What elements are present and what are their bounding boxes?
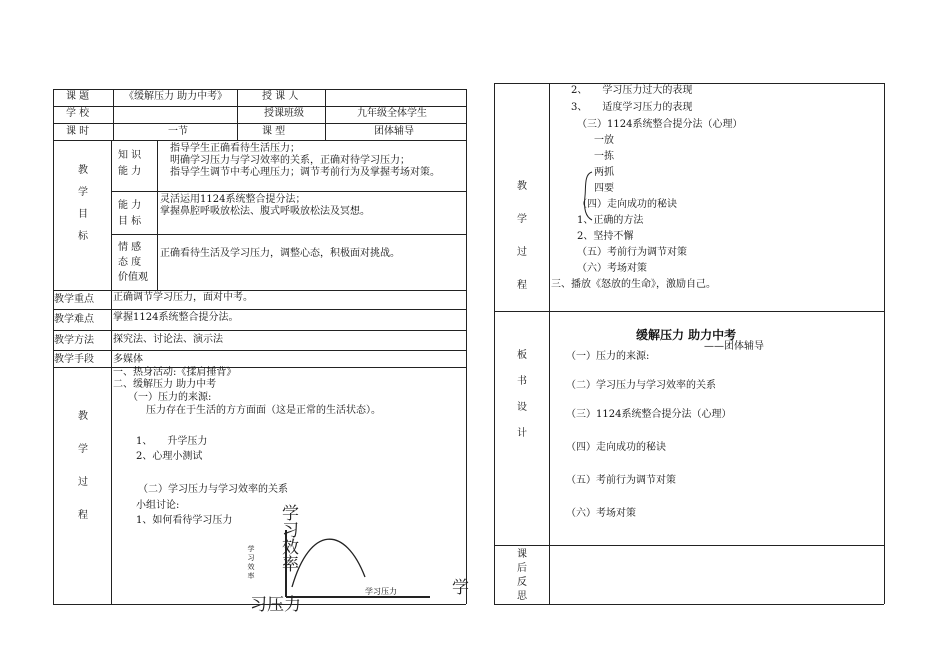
board-subtitle: ——团体辅导: [704, 341, 764, 352]
ability-text: 灵活运用1124系统整合提分法； 掌握鼻腔呼吸放松法、腹式呼吸放松法及冥想。: [160, 194, 370, 217]
process-line: （四）走向成功的秘诀: [577, 199, 677, 210]
process-line: 四要: [594, 183, 614, 194]
process-line: （二）学习压力与学习效率的关系: [138, 484, 288, 495]
process-line: 2、 学习压力过大的表现: [571, 85, 693, 96]
board-item: （一）压力的来源:: [566, 351, 650, 362]
board-label: 板 书 设 计: [517, 350, 527, 439]
school-label: 学 校: [66, 108, 90, 119]
goals-label: 教 学 目 标: [78, 165, 88, 242]
process-line: （一）压力的来源:: [128, 392, 212, 403]
knowledge-label: 知 识 能 力: [118, 150, 142, 177]
course-title: 《缓解压力 助力中考》: [124, 91, 228, 102]
process-line: （五）考前行为调节对策: [577, 247, 687, 258]
board-item: （二）学习压力与学习效率的关系: [566, 380, 716, 391]
class-label: 授课班级: [264, 108, 304, 119]
course-label: 课 题: [66, 91, 90, 102]
brace-mark: [580, 170, 600, 222]
time-value: 一节: [168, 126, 188, 137]
reflection-label: 课 后 反 思: [517, 549, 527, 602]
method-text: 探究法、讨论法、演示法: [113, 334, 223, 345]
type-label: 课 型: [262, 126, 286, 137]
method-label: 教学方法: [54, 335, 94, 346]
knowledge-text: 指导学生正确看待生活压力； 明确学习压力与学习效率的关系，正确对待学习压力； 指导学生调节中考心理压力；调节考前行为及掌握考场对策。: [170, 143, 440, 178]
board-item: （五）考前行为调节对策: [566, 475, 676, 486]
means-label: 教学手段: [54, 354, 94, 365]
y-axis-small-label: 学 习 效 率: [247, 545, 255, 580]
type-value: 团体辅导: [374, 126, 414, 137]
x-axis-big-label: 习压力: [250, 595, 301, 615]
process-line: （三）1124系统整合提分法（心理）: [577, 119, 743, 130]
process-line: 1、正确的方法: [577, 215, 644, 226]
process-label-right: 教 学 过 程: [517, 181, 527, 291]
process-line: 2、坚持不懈: [577, 231, 634, 242]
difficulty-text: 掌握1124系统整合提分法。: [113, 312, 239, 323]
ability-label: 能 力 目 标: [118, 200, 142, 227]
means-text: 多媒体: [113, 354, 143, 365]
time-label: 课 时: [66, 126, 90, 137]
difficulty-label: 教学难点: [54, 314, 94, 325]
key-text: 正确调节学习压力，面对中考。: [113, 292, 253, 303]
x-axis-small-label: 学习压力: [365, 587, 397, 596]
stray-character: 学: [452, 578, 469, 598]
process-line: 小组讨论:: [136, 500, 180, 511]
board-item: （四）走向成功的秘诀: [566, 442, 666, 453]
board-title: 缓解压力 助力中考: [636, 328, 737, 342]
process-label-left: 教 学 过 程: [78, 411, 88, 521]
process-line: 两抓: [594, 167, 614, 178]
process-line: 3、 适度学习压力的表现: [571, 102, 693, 113]
process-line: 一放: [594, 135, 614, 146]
board-item: （三）1124系统整合提分法（心理）: [566, 409, 732, 420]
teacher-label: 授 课 人: [262, 91, 299, 102]
process-line: 二、缓解压力 助力中考: [113, 379, 217, 390]
process-line: （六）考场对策: [577, 263, 647, 274]
process-line: 2、心理小测试: [136, 451, 203, 462]
process-line: 1、如何看待学习压力: [136, 515, 233, 526]
process-line: 一、热身活动:《揉肩捶背》: [113, 367, 237, 378]
process-line: 一拣: [594, 151, 614, 162]
attitude-text: 正确看待生活及学习压力，调整心态，积极面对挑战。: [160, 248, 400, 259]
attitude-label: 情 感 态 度 价值观: [118, 242, 148, 283]
y-axis-big-label: 学 习 效 率: [282, 504, 299, 575]
class-value: 九年级全体学生: [357, 108, 427, 119]
process-line: 压力存在于生活的方方面面（这是正常的生活状态）。: [146, 405, 381, 416]
process-line: 三、播放《怒放的生命》，激励自己。: [551, 279, 716, 290]
key-label: 教学重点: [54, 294, 94, 305]
board-item: （六）考场对策: [566, 508, 636, 519]
process-line: 1、 升学压力: [136, 436, 208, 447]
